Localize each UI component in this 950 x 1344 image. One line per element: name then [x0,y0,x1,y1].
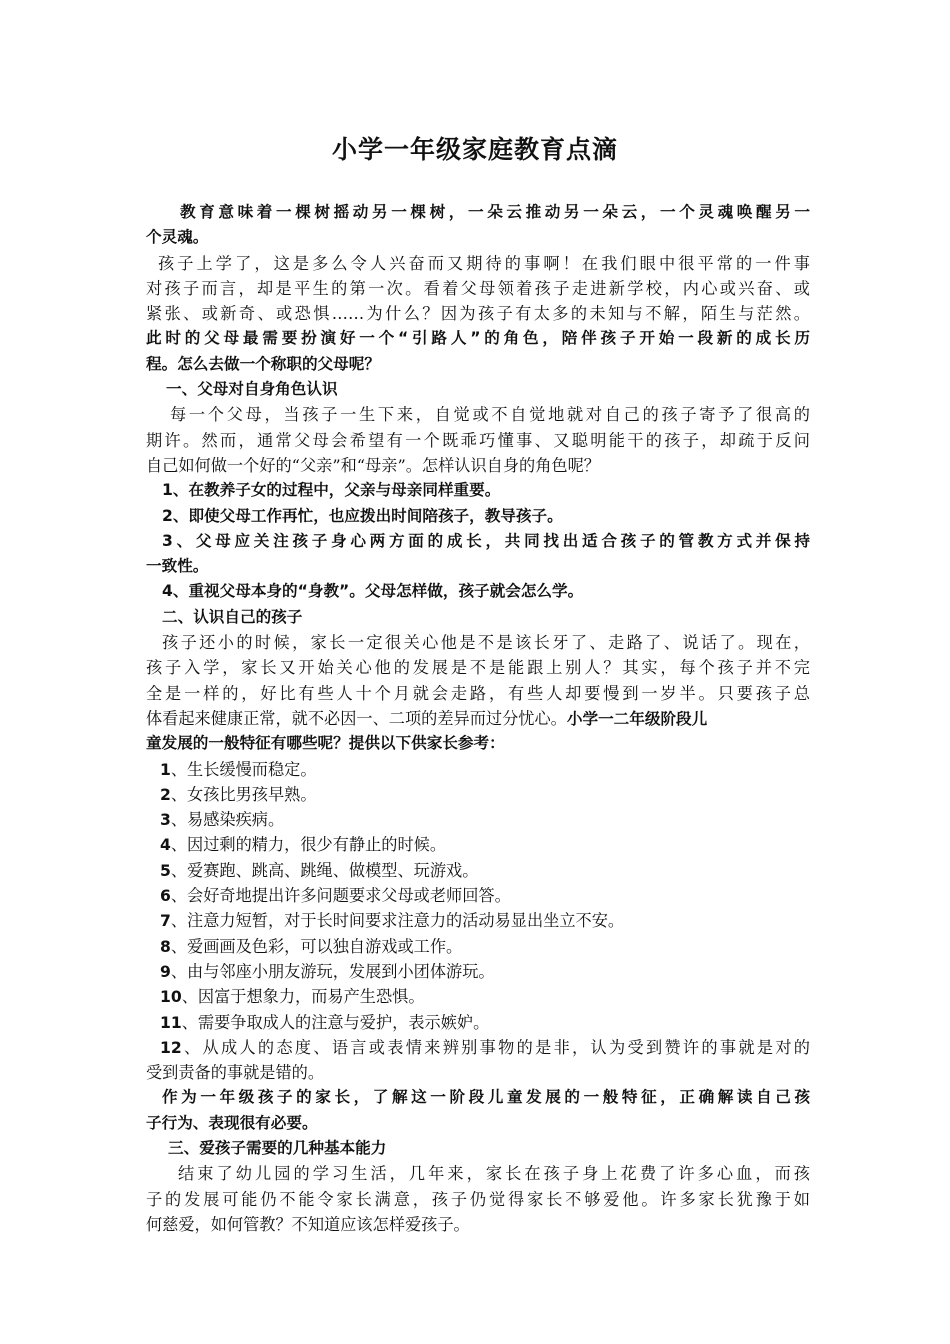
trait-item [146,858,810,883]
trait-number: 1 [160,760,171,779]
quote-line-1: 教育意味着一棵树摇动另一棵树，一朵云推动另一朵云，一个灵魂唤醒另一 [180,203,810,221]
trait-number: 10 [160,988,182,1007]
trait-number: 8 [160,937,171,956]
trait-text: 、从成人的态度、语言或表情来辨别事物的是非，认为受到赞许的事就是对的 [181,1037,810,1057]
trait-item [146,984,810,1009]
trait-item [146,782,810,807]
document-body [146,200,810,1237]
section-3-para-line-2: 子的发展可能仍不能令家长满意，孩子仍觉得家长不够爱他。许多家长犹豫于如 [146,1189,810,1209]
trait-text: 、生长缓慢而稳定。 [170,759,317,779]
intro-line-1: 孩子上学了，这是多么令人兴奋而又期待的事啊！在我们眼中很平常的一件事 [158,253,810,273]
section-1-para-line-3: 自己如何做一个好的“父亲”和“母亲”。怎样认识自身的角色呢？ [146,455,600,475]
trait-text: 、需要争取成人的注意与爱护，表示嫉妒。 [181,1012,490,1032]
trait-text: 、由与邻座小朋友游玩，发展到小团体游玩。 [170,961,495,981]
trait-text: 、注意力短暂，对于长时间要求注意力的活动易显出坐立不安。 [170,911,625,931]
page-title: 小学一年级家庭教育点滴 [331,135,618,164]
section-2-para-line-5: 童发展的一般特征有哪些呢？提供以下供家长参考： [146,734,505,753]
section-2-para-line-2: 孩子入学，家长又开始关心他的发展是不是能跟上别人？其实，每个孩子并不完 [146,658,810,678]
trait-item [146,832,810,857]
trait-text: 、因过剩的精力，很少有静止的时候。 [170,835,447,855]
trait-item-12 [146,1035,810,1060]
section-2-heading: 二、认识自己的孩子 [162,607,303,626]
trait-number: 6 [160,887,171,906]
section-3-para-line-1: 结束了幼儿园的学习生活，几年来，家长在孩子身上花费了许多心血，而孩 [178,1164,810,1184]
trait-text: 、爱赛跑、跳高、跳绳、做模型、玩游戏。 [170,860,479,880]
trait-text: 、会好奇地提出许多问题要求父母或老师回答。 [170,886,511,906]
section-1-heading: 一、父母对自身角色认识 [166,380,338,399]
intro-line-3: 紧张、或新奇、或恐惧……为什么？因为孩子有太多的未知与不解，陌生与茫然。 [146,304,810,324]
trait-text: 、爱画画及色彩，可以独自游戏或工作。 [170,936,463,956]
section-1-item-4: 4、重视父母本身的“身教”。父母怎样做，孩子就会怎么学。 [162,582,584,601]
trait-text: 、因富于想象力，而易产生恐惧。 [181,987,425,1007]
intro-line-2: 对孩子而言，却是平生的第一次。看着父母领着孩子走进新学校，内心或兴奋、或 [146,278,810,298]
trait-number: 7 [160,912,171,931]
trait-text: 、易感染疾病。 [170,810,285,830]
trait-number: 12 [160,1038,182,1057]
trait-number: 4 [160,836,171,855]
trait-item [146,959,810,984]
section-2-para-bold: 小学一二年级阶段儿 [566,709,708,728]
trait-item [146,883,810,908]
section-3-heading: 三、爱孩子需要的几种基本能力 [168,1138,387,1157]
trait-number: 5 [160,861,171,880]
section-3-para-line-3: 何慈爱，如何管教？不知道应该怎样爱孩子。 [146,1214,470,1234]
section-1-para-line-2: 期许。然而，通常父母会希望有一个既乖巧懂事、又聪明能干的孩子，却疏于反问 [146,430,810,450]
trait-number: 11 [160,1013,182,1032]
section-2-para-text: 体看起来健康正常，就不必因一、二项的差异而过分忧心。 [146,708,567,728]
section-2-para-line-1: 孩子还小的时候，家长一定很关心他是不是该长牙了、走路了、说话了。现在， [162,633,810,653]
section-2-para-line-4 [146,706,810,731]
intro-line-5: 程。怎么去做一个称职的父母呢？ [146,354,380,373]
section-1-item-3: 3、父母应关注孩子身心两方面的成长，共同找出适合孩子的管教方式并保持 [162,531,810,550]
section-2-conclusion-line-1: 作为一年级孩子的家长，了解这一阶段儿童发展的一般特征，正确解读自己孩 [162,1088,810,1107]
section-1-item-2: 2、即使父母工作再忙，也应拨出时间陪孩子，教导孩子。 [162,506,563,525]
section-2-conclusion-line-2: 子行为、表现很有必要。 [146,1113,318,1132]
trait-text: 、女孩比男孩早熟。 [170,784,317,804]
section-2-para-line-3: 全是一样的，好比有些人十个月就会走路，有些人却要慢到一岁半。只要孩子总 [146,683,810,703]
trait-item [146,908,810,933]
trait-number: 2 [160,785,171,804]
trait-item [146,1010,810,1035]
intro-line-4: 此时的父母最需要扮演好一个“引路人”的角色，陪伴孩子开始一段新的成长历 [146,329,810,348]
trait-number: 9 [160,962,171,981]
trait-item-12-cont: 受到责备的事就是错的。 [146,1063,325,1083]
section-1-para-line-1: 每一个父母，当孩子一生下来，自觉或不自觉地就对自己的孩子寄予了很高的 [170,405,810,425]
section-1-item-3-cont: 一致性。 [146,557,209,576]
quote-line-2: 个灵魂。 [146,228,209,247]
trait-list [146,757,810,1035]
trait-item [146,934,810,959]
trait-item [146,807,810,832]
section-1-item-1: 1、在教养子女的过程中，父亲与母亲同样重要。 [162,481,501,500]
trait-item [146,757,810,782]
trait-number: 3 [160,811,171,830]
